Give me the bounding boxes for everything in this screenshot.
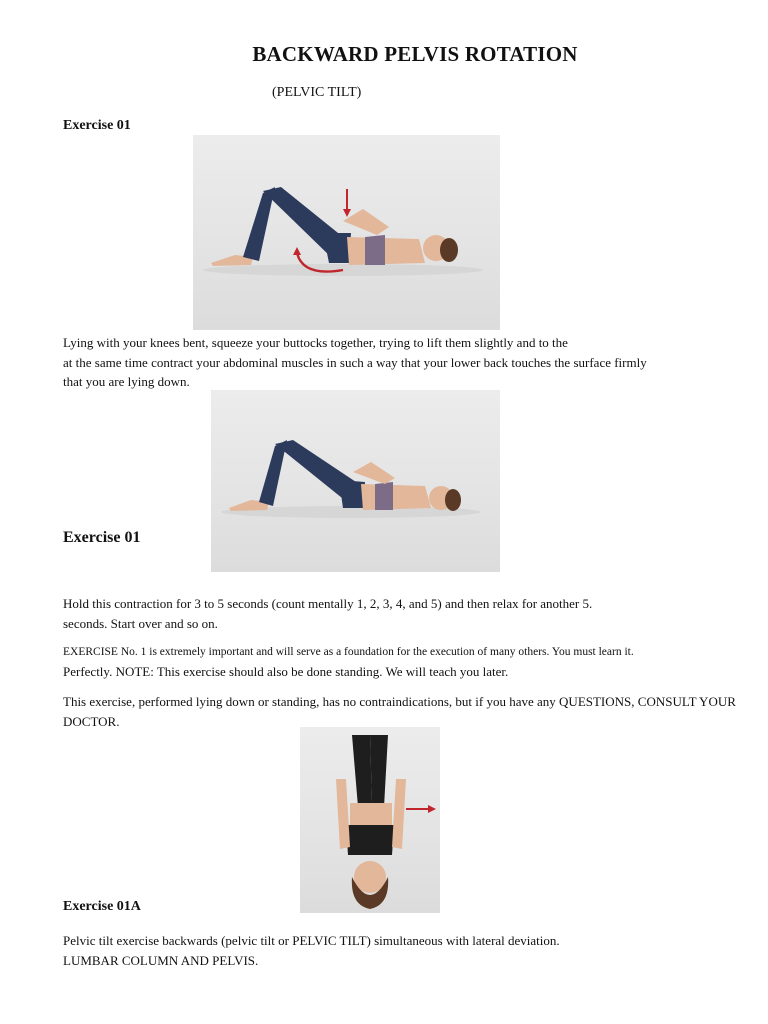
description-paragraph-3 [63,931,560,970]
hold-line: seconds. Start over and so on. [63,615,218,631]
hold-line: Hold this contraction for 3 to 5 seconds (count mentally 1, 2, 3, 4, and 5) and then relax for another 5. [63,596,593,611]
instruction-line: at the same time contract your abdominal muscles in such a way that your lower back touches the surface firmly [63,354,647,370]
description-line: Pelvic tilt exercise backwards (pelvic tilt or PELVIC TILT) simultaneous with lateral deviation. [63,933,560,948]
warning-text: This exercise, performed lying down or standing, has no contraindications, but if you have any QUESTIONS, CONSULT YOUR DOCTOR. [63,694,736,729]
bridge-photo-illustration [211,390,500,572]
page-title: BACKWARD PELVIS ROTATION [252,42,578,66]
instruction-line: that you are lying down. [63,374,190,389]
exercise-heading-3: Exercise 01A [63,899,141,914]
description-line: LUMBAR COLUMN AND PELVIS. [63,952,259,968]
hold-paragraph [63,594,592,633]
exercise-photo-1 [193,135,500,330]
page-subtitle: (PELVIC TILT) [272,85,362,100]
exercise-heading-2: Exercise 01 [63,529,141,546]
lying-top-view-illustration [300,727,440,913]
exercise-photo-2 [211,390,500,572]
note-small-text: EXERCISE No. 1 is extremely important and will serve as a foundation for the execution of many others. You must learn it. [63,646,634,658]
exercise-heading-1: Exercise 01 [63,118,131,133]
pelvic-tilt-photo-illustration [193,135,500,330]
exercise-photo-3 [300,727,440,913]
instruction-line: Lying with your knees bent, squeeze your buttocks together, trying to lift them slightly and to the [63,335,568,350]
note-text: Perfectly. NOTE: This exercise should also be done standing. We will teach you later. [63,664,509,679]
instruction-paragraph-1 [63,333,647,392]
